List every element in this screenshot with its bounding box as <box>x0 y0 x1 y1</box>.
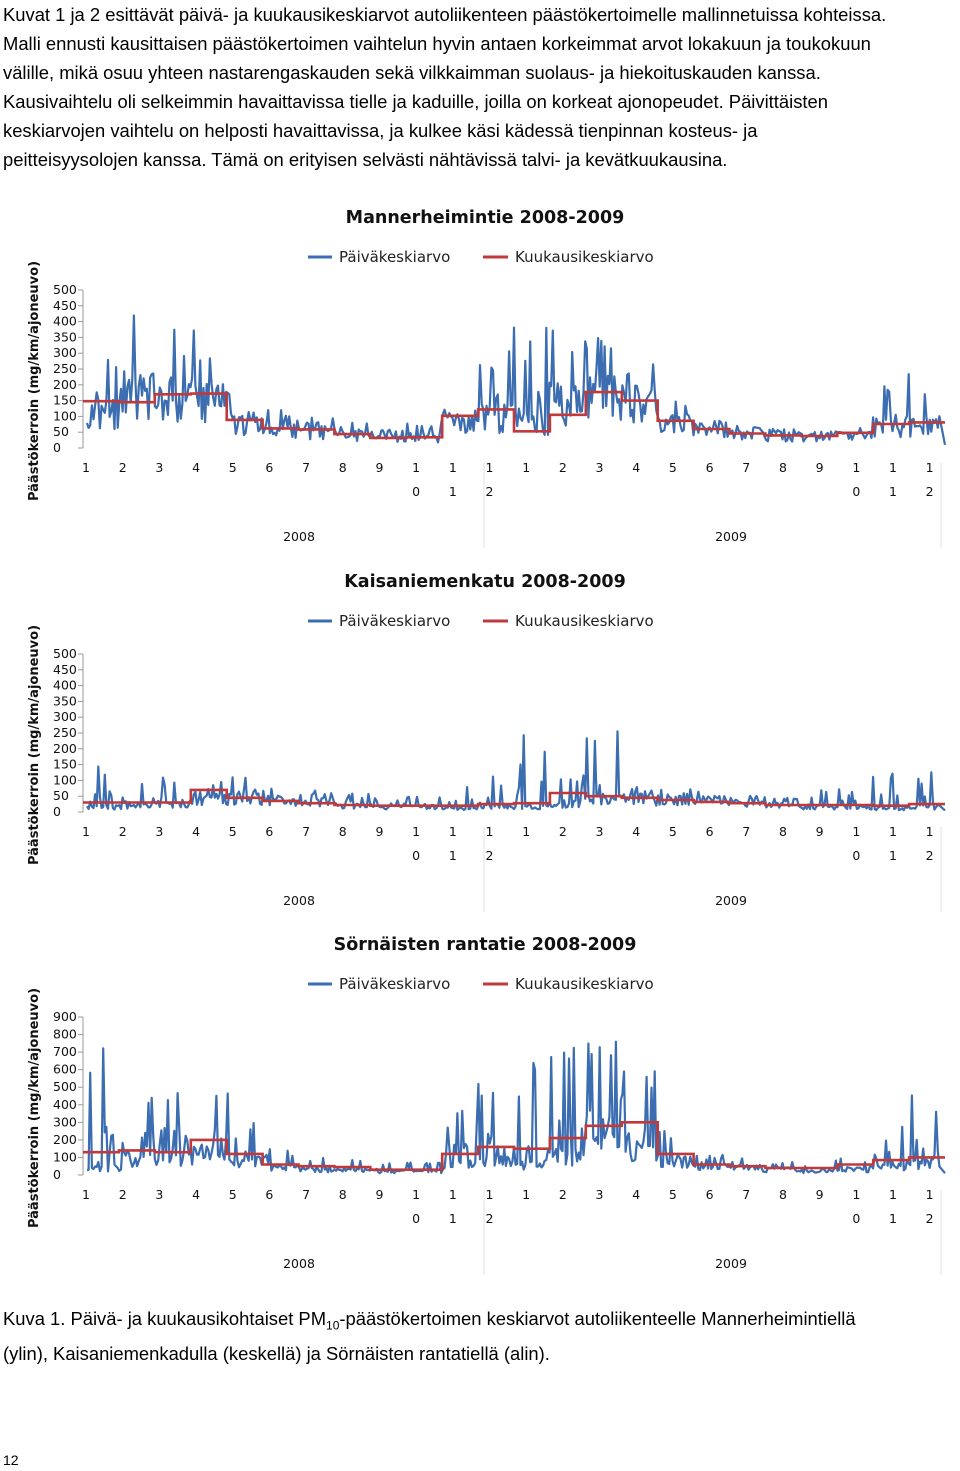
chart-sornaisten-rantatie <box>0 917 960 1282</box>
y-tick-label: 450 <box>53 661 77 677</box>
x-tick-label: 1 <box>852 824 861 839</box>
x-tick-label: 1 <box>82 1187 90 1202</box>
y-tick-label: 0 <box>53 804 61 819</box>
legend-monthly-label: Kuukausikeskiarvo <box>515 612 654 630</box>
x-tick-label: 1 <box>412 824 421 839</box>
x-tick-label: 1 <box>889 1187 897 1202</box>
x-tick-label: 7 <box>742 1187 751 1202</box>
caption-line-1 <box>3 1305 958 1340</box>
x-tick-label: 9 <box>375 460 384 475</box>
x-tick-label: 2 <box>558 1187 567 1202</box>
x-tick-label: 7 <box>742 824 751 839</box>
x-tick-label: 6 <box>705 824 714 839</box>
daily-series-line <box>87 1042 945 1174</box>
daily-series-line <box>87 316 945 445</box>
y-tick-label: 200 <box>53 1131 77 1147</box>
chart-mannerheimintie <box>0 190 960 555</box>
y-tick-label: 50 <box>53 788 69 804</box>
intro-text <box>3 0 958 174</box>
x-tick-label: 5 <box>228 824 237 839</box>
x-tick-label: 7 <box>302 824 311 839</box>
legend-monthly-label: Kuukausikeskiarvo <box>515 248 654 266</box>
x-tick-label: 1 <box>412 1187 421 1202</box>
x-tick-label: 1 <box>925 1187 934 1202</box>
x-tick-label: 2 <box>558 824 567 839</box>
y-tick-label: 900 <box>53 1009 77 1024</box>
x-tick-label: 9 <box>375 824 384 839</box>
year-label: 2008 <box>283 1256 315 1271</box>
x-tick-label: 1 <box>82 460 90 475</box>
x-tick-label: 4 <box>632 824 641 839</box>
x-tick-label: 3 <box>155 1187 164 1202</box>
x-tick-label: 1 <box>889 848 897 863</box>
x-tick-label: 2 <box>925 1211 934 1226</box>
x-tick-label: 2 <box>118 460 127 475</box>
y-tick-label: 400 <box>53 313 77 329</box>
year-label: 2008 <box>283 893 315 908</box>
y-tick-label: 400 <box>53 1096 77 1112</box>
y-tick-label: 0 <box>53 1167 61 1182</box>
x-tick-label: 1 <box>448 1187 457 1202</box>
x-tick-label: 2 <box>118 1187 127 1202</box>
daily-series-line <box>87 731 945 810</box>
x-tick-label: 1 <box>925 460 934 475</box>
x-tick-label: 5 <box>668 460 677 475</box>
x-tick-label: 1 <box>522 460 531 475</box>
x-tick-label: 0 <box>852 484 861 499</box>
intro-line: keskiarvojen vaihtelu on helposti havaittavissa, ja kulkee käsi kädessä tienpinnan kosteus- ja <box>3 120 758 141</box>
x-tick-label: 2 <box>558 460 567 475</box>
intro-line: Kuvat 1 ja 2 esittävät päivä- ja kuukausikeskiarvot autoliikenteen päästökertoimelle mallinnetuissa kohteissa. <box>3 4 887 25</box>
x-tick-label: 2 <box>485 484 494 499</box>
y-tick-label: 600 <box>53 1061 77 1077</box>
chart-svg <box>0 917 960 1282</box>
x-tick-label: 0 <box>412 484 421 499</box>
intro-line: Malli ennusti kausittaisen päästökertoimen vaihtelun hyvin antaen korkeimmat arvot lokakuun ja toukokuun <box>3 33 871 54</box>
x-tick-label: 1 <box>448 1211 457 1226</box>
chart-kaisaniemenkatu <box>0 554 960 919</box>
x-tick-label: 8 <box>778 824 787 839</box>
caption-subscript: 10 <box>326 1318 340 1333</box>
y-tick-label: 400 <box>53 677 77 693</box>
x-tick-label: 4 <box>192 1187 201 1202</box>
y-tick-label: 500 <box>53 1079 77 1095</box>
chart-svg <box>0 190 960 555</box>
x-tick-label: 3 <box>595 824 604 839</box>
x-tick-label: 8 <box>338 460 347 475</box>
x-tick-label: 4 <box>192 460 201 475</box>
x-tick-label: 7 <box>742 460 751 475</box>
x-tick-label: 1 <box>852 1187 861 1202</box>
x-tick-label: 9 <box>815 1187 824 1202</box>
x-tick-label: 6 <box>265 824 274 839</box>
x-tick-label: 6 <box>705 1187 714 1202</box>
intro-line: Kausivaihtelu oli selkeimmin havaittavissa tielle ja kaduille, joilla on korkeat ajonopeudet. Päivittäisten <box>3 91 828 112</box>
page-number: 12 <box>3 1452 19 1468</box>
x-tick-label: 1 <box>485 1187 494 1202</box>
x-tick-label: 3 <box>595 1187 604 1202</box>
x-tick-label: 1 <box>82 824 90 839</box>
y-tick-label: 100 <box>53 408 77 424</box>
x-tick-label: 6 <box>265 1187 274 1202</box>
x-tick-label: 7 <box>302 460 311 475</box>
y-axis-label: Päästökerroin (mg/km/ajoneuvo) <box>27 260 42 502</box>
x-tick-label: 2 <box>485 848 494 863</box>
x-tick-label: 1 <box>522 1187 531 1202</box>
chart-title: Sörnäisten rantatie 2008-2009 <box>333 935 637 955</box>
x-tick-label: 1 <box>889 1211 897 1226</box>
y-tick-label: 500 <box>53 282 77 297</box>
x-tick-label: 2 <box>118 824 127 839</box>
x-tick-label: 9 <box>375 1187 384 1202</box>
x-tick-label: 8 <box>778 1187 787 1202</box>
x-tick-label: 3 <box>155 824 164 839</box>
x-tick-label: 2 <box>925 848 934 863</box>
year-label: 2009 <box>715 1256 747 1271</box>
legend-daily-label: Päiväkeskiarvo <box>339 248 451 266</box>
caption-suffix: -päästökertoimen keskiarvot autoliikenteelle Mannerheimintiellä <box>339 1308 856 1329</box>
x-tick-label: 1 <box>522 824 531 839</box>
x-tick-label: 5 <box>228 1187 237 1202</box>
legend-monthly-label: Kuukausikeskiarvo <box>515 975 654 993</box>
y-tick-label: 250 <box>53 725 77 740</box>
legend-daily-label: Päiväkeskiarvo <box>339 975 451 993</box>
y-tick-label: 200 <box>53 376 77 392</box>
x-tick-label: 4 <box>192 824 201 839</box>
x-tick-label: 6 <box>265 460 274 475</box>
x-tick-label: 9 <box>815 824 824 839</box>
x-tick-label: 1 <box>448 848 457 863</box>
x-tick-label: 3 <box>155 460 164 475</box>
y-axis-label: Päästökerroin (mg/km/ajoneuvo) <box>27 987 42 1229</box>
figure-caption <box>3 1305 958 1368</box>
y-tick-label: 700 <box>53 1044 77 1060</box>
x-tick-label: 1 <box>412 460 421 475</box>
chart-title: Mannerheimintie 2008-2009 <box>345 208 625 228</box>
x-tick-label: 1 <box>448 460 457 475</box>
y-tick-label: 800 <box>53 1026 77 1042</box>
x-tick-label: 0 <box>412 848 421 863</box>
x-tick-label: 4 <box>632 1187 641 1202</box>
x-tick-label: 5 <box>668 1187 677 1202</box>
y-tick-label: 150 <box>53 392 77 408</box>
x-tick-label: 1 <box>925 824 934 839</box>
y-tick-label: 150 <box>53 756 77 772</box>
y-tick-label: 350 <box>53 693 77 709</box>
x-tick-label: 1 <box>889 484 897 499</box>
y-tick-label: 450 <box>53 297 77 313</box>
y-tick-label: 250 <box>53 361 77 376</box>
x-tick-label: 8 <box>338 1187 347 1202</box>
y-tick-label: 300 <box>53 345 77 361</box>
y-tick-label: 500 <box>53 646 77 661</box>
x-tick-label: 2 <box>485 1211 494 1226</box>
x-tick-label: 6 <box>705 460 714 475</box>
x-tick-label: 7 <box>302 1187 311 1202</box>
legend-daily-label: Päiväkeskiarvo <box>339 612 451 630</box>
x-tick-label: 0 <box>412 1211 421 1226</box>
year-label: 2009 <box>715 529 747 544</box>
y-tick-label: 0 <box>53 440 61 455</box>
y-axis-label: Päästökerroin (mg/km/ajoneuvo) <box>27 624 42 866</box>
y-tick-label: 200 <box>53 740 77 756</box>
x-tick-label: 1 <box>448 824 457 839</box>
y-tick-label: 50 <box>53 424 69 440</box>
x-tick-label: 5 <box>668 824 677 839</box>
caption-line-2: (ylin), Kaisaniemenkadulla (keskellä) ja Sörnäisten rantatiellä (alin). <box>3 1342 550 1364</box>
x-tick-label: 5 <box>228 460 237 475</box>
x-tick-label: 8 <box>338 824 347 839</box>
chart-title: Kaisaniemenkatu 2008-2009 <box>344 572 626 592</box>
x-tick-label: 1 <box>889 824 897 839</box>
monthly-series-line <box>83 392 945 438</box>
x-tick-label: 0 <box>852 1211 861 1226</box>
y-tick-label: 100 <box>53 772 77 788</box>
x-tick-label: 1 <box>448 484 457 499</box>
y-tick-label: 350 <box>53 329 77 345</box>
x-tick-label: 2 <box>925 484 934 499</box>
year-label: 2009 <box>715 893 747 908</box>
x-tick-label: 1 <box>852 460 861 475</box>
x-tick-label: 1 <box>485 460 494 475</box>
x-tick-label: 9 <box>815 460 824 475</box>
x-tick-label: 0 <box>852 848 861 863</box>
y-tick-label: 300 <box>53 709 77 725</box>
intro-line: välille, mikä osuu yhteen nastarengaskauden sekä vilkkaimman suolaus- ja hiekoituskauden kanssa. <box>3 62 821 83</box>
caption-prefix: Kuva 1. Päivä- ja kuukausikohtaiset PM <box>3 1308 327 1329</box>
y-tick-label: 300 <box>53 1114 77 1130</box>
x-tick-label: 4 <box>632 460 641 475</box>
y-tick-label: 100 <box>53 1149 77 1165</box>
chart-svg <box>0 554 960 919</box>
x-tick-label: 8 <box>778 460 787 475</box>
year-label: 2008 <box>283 529 315 544</box>
x-tick-label: 1 <box>485 824 494 839</box>
intro-line: peitteisyysolojen kanssa. Tämä on erityisen selvästi nähtävissä talvi- ja kevätkuukausina. <box>3 149 728 170</box>
x-tick-label: 1 <box>889 460 897 475</box>
x-tick-label: 3 <box>595 460 604 475</box>
